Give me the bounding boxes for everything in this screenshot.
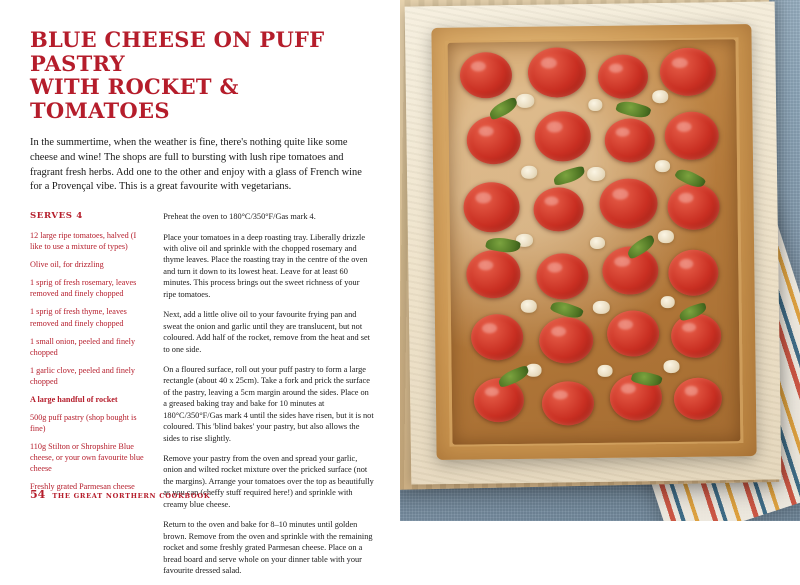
tomato-half [604, 118, 655, 163]
tomato-half [466, 116, 521, 165]
page-footer [30, 488, 210, 501]
recipe-photo [400, 0, 800, 521]
method-step: Next, add a little olive oil to your favourite frying pan and sweat the onion and garlic until they are translucent, but not coloured. Add half of the rocket, remove from the heat and set to one side. [163, 310, 370, 354]
tomato-half [534, 111, 591, 162]
recipe-text-page [0, 0, 400, 575]
blue-cheese-crumble [658, 230, 674, 243]
ingredient-item: 1 sprig of fresh rosemary, leaves removed and finely chopped [30, 278, 137, 299]
page-title-line-1: BLUE CHEESE ON PUFF PASTRY [30, 27, 325, 76]
method-step: Place your tomatoes in a deep roasting tray. Liberally drizzle with olive oil and sprinkle with the chopped rosemary and thyme leaves. Place the roasting tray in the centre of the oven and turn it down to its lowest heat. Leave for at least 60 minutes. This process brings out the sweet richness of your ripe tomatoes. [163, 232, 368, 299]
ingredient-item: 1 garlic clove, peeled and finely chopped [30, 365, 136, 386]
tomato-half [542, 381, 595, 426]
rocket-leaf [615, 98, 652, 121]
ingredient-item: 1 small onion, peeled and finely chopped [30, 336, 136, 357]
blue-cheese-crumble [588, 99, 602, 111]
tomato-half [671, 313, 722, 358]
recipe-columns [30, 211, 374, 585]
blue-cheese-crumble [521, 300, 537, 313]
tomato-half [664, 111, 719, 160]
blue-cheese-crumble [590, 237, 605, 249]
blue-cheese-crumble [593, 301, 610, 314]
tomato-half [598, 54, 649, 99]
ingredient-item: Freshly grated Parmesan cheese [30, 482, 135, 492]
tomato-half [660, 47, 717, 96]
method-column [163, 211, 374, 585]
tomato-half [533, 187, 584, 232]
ingredient-item: 1 sprig of fresh thyme, leaves removed and finely chopped [30, 307, 127, 328]
tomato-half [599, 178, 658, 229]
method-step: Preheat the oven to 180°C/350°F/Gas mark 4. [163, 212, 316, 222]
blue-cheese-crumble [663, 360, 679, 373]
ingredient-item: Olive oil, for drizzling [30, 260, 104, 270]
page-number: 54 [30, 488, 46, 501]
puff-pastry-tart [431, 24, 756, 460]
tart-filling [448, 39, 741, 444]
book-title: THE GREAT NORTHERN COOKBOOK [52, 492, 211, 500]
tomato-half [466, 250, 521, 299]
tomato-half [536, 253, 589, 300]
blue-cheese-crumble [521, 166, 537, 179]
tomato-half [668, 249, 719, 296]
ingredients-column [30, 211, 147, 585]
tomato-half [460, 52, 513, 99]
blue-cheese-crumble [516, 94, 534, 108]
page-title-line-2: WITH ROCKET & TOMATOES [30, 74, 239, 123]
method-step: Return to the oven and bake for 8–10 minutes until golden brown. Remove from the oven and sprinkle with the remaining rocket and some freshly grated Parmesan cheese. Place on a bread board and serve whole on your dinner table with your favourite dressed salad. [163, 520, 373, 575]
tomato-half [539, 317, 594, 364]
blue-cheese-crumble [587, 167, 605, 181]
rocket-leaf [552, 165, 586, 186]
tomato-half [471, 314, 524, 361]
tomato-half [463, 182, 520, 233]
tomato-half [528, 47, 587, 98]
ingredient-item: A large handful of rocket [30, 394, 118, 404]
tomato-half [674, 377, 723, 420]
method-step: On a floured surface, roll out your puff pastry to form a large rectangle (about 40 x 25cm). Take a fork and prick the surface of the pastry, leaving a 5cm margin around the sides. Place on a greased baking tray and bake for 10 minutes at 180°C/350°F/Gas mark 4 until the sides have risen, but it is not coloured. This 'blind bakes' your pastry, but also allows the sides to rise slightly. [163, 364, 374, 443]
blue-cheese-crumble [661, 296, 675, 308]
ingredient-item: 110g Stilton or Shropshire Blue cheese, or your own favourite blue cheese [30, 442, 144, 474]
method-step: Remove your pastry from the oven and spread your garlic, onion and wilted rocket mixture over the pricked surface (not the margins). Arrange your tomatoes over the top as beautifully as you can (cheffy stuff required here!) and sprinkle with creamy blue cheese. [163, 454, 374, 509]
ingredient-item: 500g puff pastry (shop bought is fine) [30, 412, 137, 433]
page-title [30, 28, 370, 122]
serves-label: SERVES 4 [30, 211, 83, 222]
tomato-half [607, 310, 660, 357]
blue-cheese-crumble [652, 90, 668, 103]
recipe-intro: In the summertime, when the weather is fine, there's nothing quite like some cheese and wine! The shops are full to bursting with lush ripe tomatoes and fragrant fresh herbs. Add one to the other and enjoy with a glass of French wine for a Provençal vibe. This is a great favourite with vegetarians. [30, 137, 362, 193]
blue-cheese-crumble [655, 160, 670, 172]
blue-cheese-crumble [598, 365, 613, 377]
ingredient-item: 12 large ripe tomatoes, halved (I like to use a mixture of types) [30, 231, 137, 252]
tomato-half [667, 183, 720, 230]
